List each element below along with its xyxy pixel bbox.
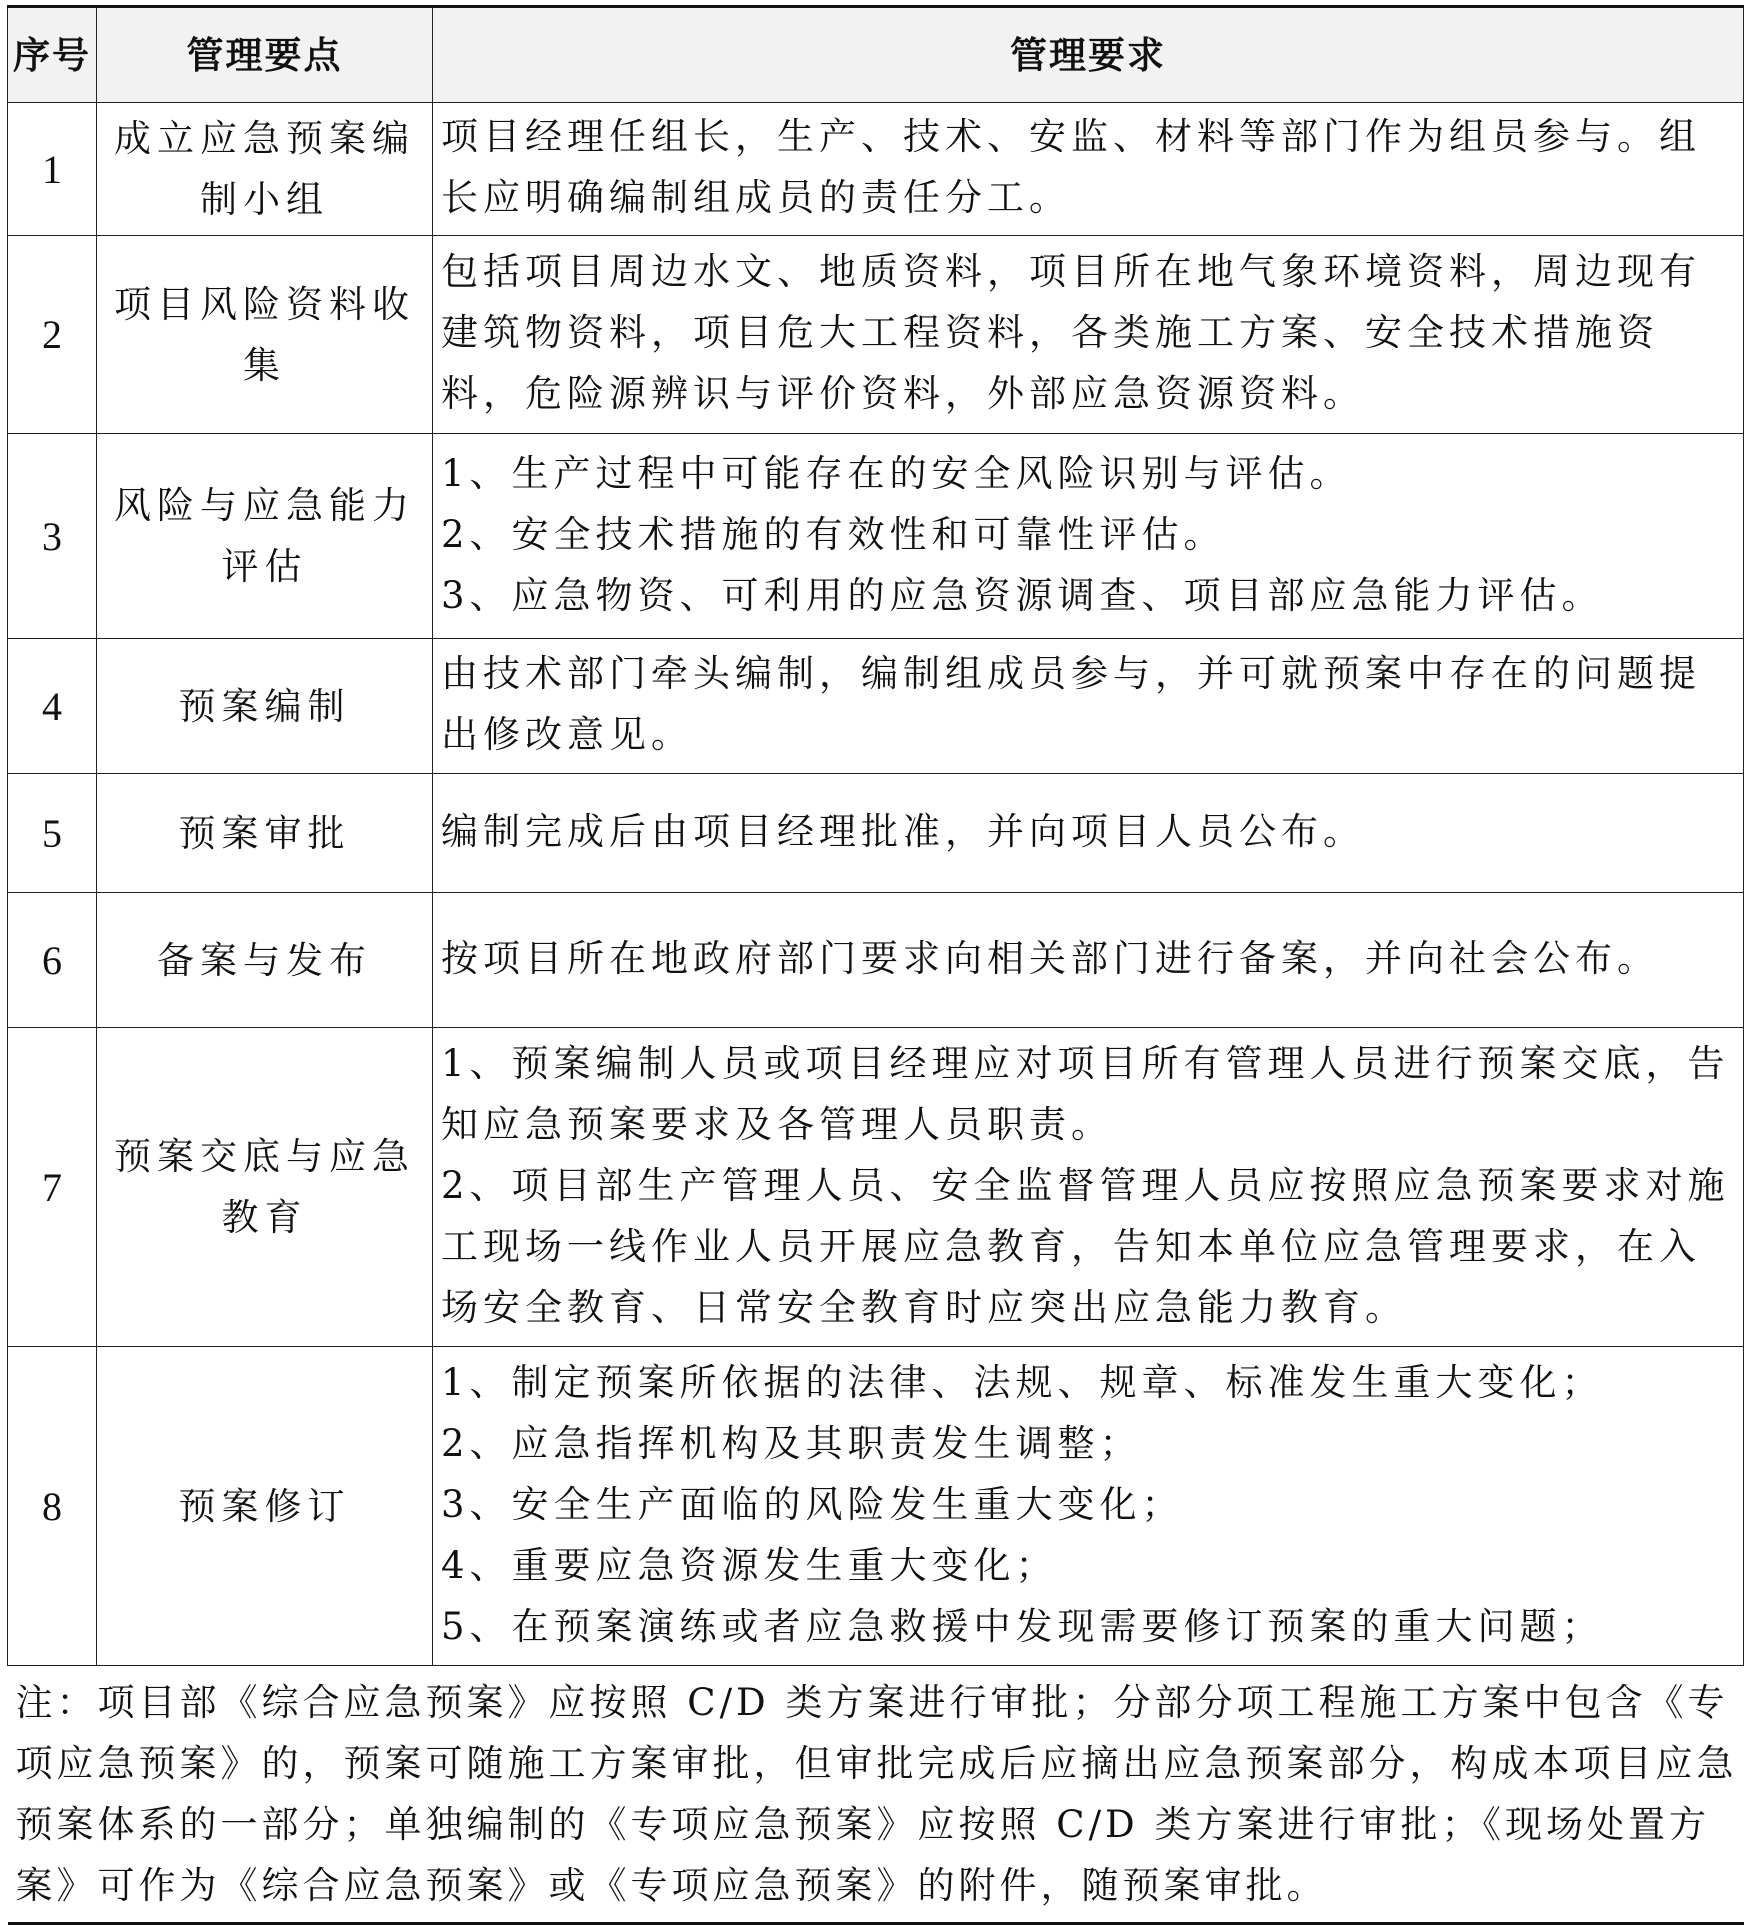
- header-management-point: 管理要点: [97, 7, 433, 103]
- row-seq: 1: [8, 103, 97, 236]
- header-management-requirement: 管理要求: [433, 7, 1744, 103]
- requirement-line: 项目经理任组长，生产、技术、安监、材料等部门作为组员参与。组长应明确编制组成员的责任分工。: [441, 115, 1701, 219]
- row-management-point: 项目风险资料收集: [97, 236, 433, 434]
- table-row: [8, 103, 1744, 236]
- table-row: [8, 893, 1744, 1028]
- table-row: [8, 639, 1744, 774]
- row-management-point: 备案与发布: [97, 893, 433, 1028]
- requirement-line: 5、在预案演练或者应急救援中发现需要修订预案的重大问题；: [441, 1604, 1604, 1648]
- requirement-line: 2、应急指挥机构及其职责发生调整；: [441, 1421, 1142, 1465]
- row-management-point: 成立应急预案编制小组: [97, 103, 433, 236]
- row-management-requirement: [433, 893, 1744, 1028]
- row-management-point: 预案审批: [97, 774, 433, 893]
- row-seq: 3: [8, 434, 97, 639]
- header-row: [8, 7, 1744, 103]
- row-management-point: 预案交底与应急教育: [97, 1028, 433, 1347]
- row-seq: 5: [8, 774, 97, 893]
- requirement-line: 4、重要应急资源发生重大变化；: [441, 1543, 1058, 1587]
- table-row: [8, 774, 1744, 893]
- row-management-requirement: [433, 1028, 1744, 1347]
- row-management-point: 风险与应急能力评估: [97, 434, 433, 639]
- row-seq: 6: [8, 893, 97, 1028]
- management-table: [7, 5, 1744, 1925]
- table-note: 注：项目部《综合应急预案》应按照 C/D 类方案进行审批；分部分项工程施工方案中包含《专项应急预案》的，预案可随施工方案审批，但审批完成后应摘出应急预案部分，构成本项目应急预案体系的一部分；单独编制的《专项应急预案》应按照 C/D 类方案进行审批；《现场处置方案》可作为《综合应急预案》或《专项应急预案》的附件，随预案审批。: [8, 1666, 1744, 1924]
- table-row: [8, 434, 1744, 639]
- row-management-requirement: [433, 103, 1744, 236]
- row-seq: 2: [8, 236, 97, 434]
- requirement-line: 2、项目部生产管理人员、安全监督管理人员应按照应急预案要求对施工现场一线作业人员开展应急教育，告知本单位应急管理要求，在入场安全教育、日常安全教育时应突出应急能力教育。: [441, 1163, 1730, 1329]
- row-seq: 4: [8, 639, 97, 774]
- requirement-line: 1、生产过程中可能存在的安全风险识别与评估。: [441, 451, 1352, 495]
- row-seq: 7: [8, 1028, 97, 1347]
- row-seq: 8: [8, 1347, 97, 1666]
- requirement-line: 2、安全技术措施的有效性和可靠性评估。: [441, 512, 1226, 556]
- row-management-requirement: [433, 774, 1744, 893]
- requirement-line: 编制完成后由项目经理批准，并向项目人员公布。: [441, 809, 1365, 853]
- row-management-point: 预案编制: [97, 639, 433, 774]
- row-management-requirement: [433, 1347, 1744, 1666]
- document-page: [7, 5, 1743, 1925]
- row-management-requirement: [433, 236, 1744, 434]
- requirement-line: 1、制定预案所依据的法律、法规、规章、标准发生重大变化；: [441, 1360, 1604, 1404]
- note-row: [8, 1666, 1744, 1924]
- requirement-line: 由技术部门牵头编制，编制组成员参与，并可就预案中存在的问题提出修改意见。: [441, 652, 1701, 756]
- table-row: [8, 1347, 1744, 1666]
- row-management-point: 预案修订: [97, 1347, 433, 1666]
- requirement-line: 3、应急物资、可利用的应急资源调查、项目部应急能力评估。: [441, 573, 1604, 617]
- header-seq: 序号: [8, 7, 97, 103]
- row-management-requirement: [433, 434, 1744, 639]
- table-row: [8, 236, 1744, 434]
- requirement-line: 1、预案编制人员或项目经理应对项目所有管理人员进行预案交底，告知应急预案要求及各管理人员职责。: [441, 1041, 1730, 1146]
- table-row: [8, 1028, 1744, 1347]
- requirement-line: 包括项目周边水文、地质资料，项目所在地气象环境资料，周边现有建筑物资料，项目危大工程资料，各类施工方案、安全技术措施资料，危险源辨识与评价资料，外部应急资源资料。: [441, 250, 1701, 415]
- requirement-line: 按项目所在地政府部门要求向相关部门进行备案，并向社会公布。: [441, 936, 1659, 980]
- row-management-requirement: [433, 639, 1744, 774]
- requirement-line: 3、安全生产面临的风险发生重大变化；: [441, 1482, 1184, 1526]
